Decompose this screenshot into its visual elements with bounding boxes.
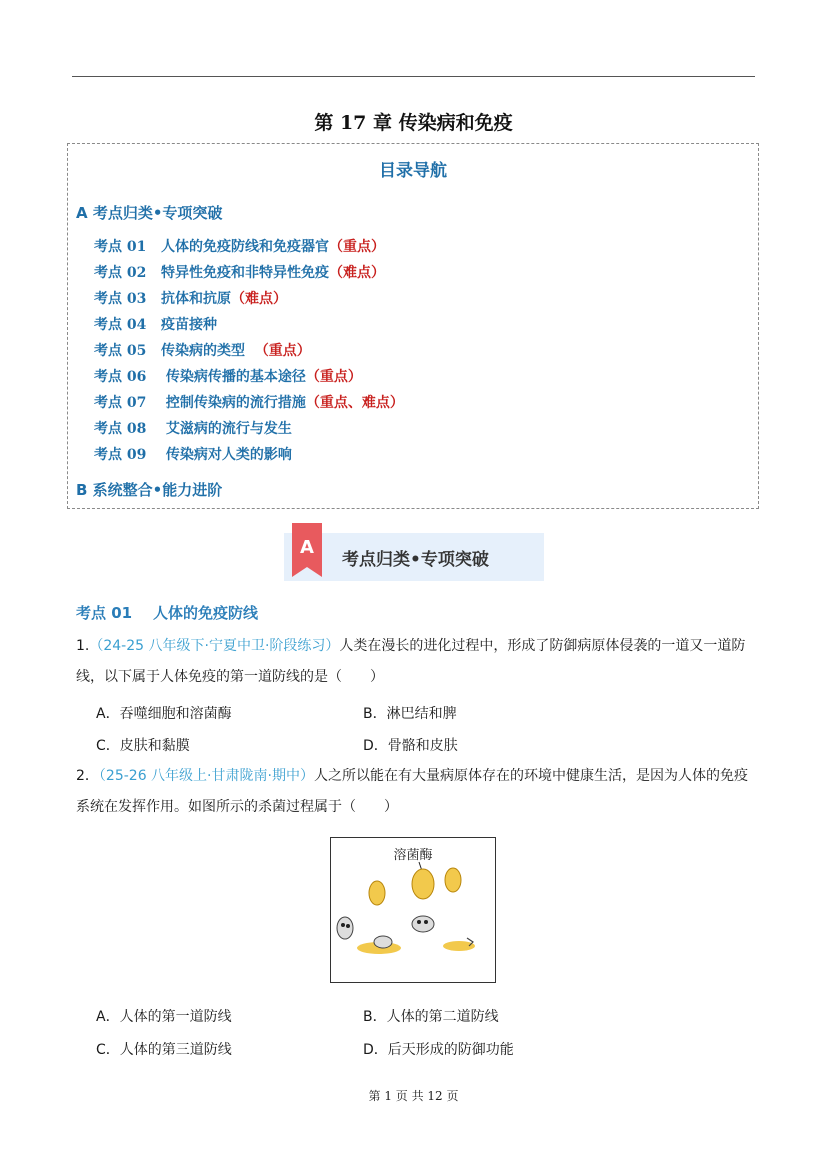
- lysozyme-figure: [330, 837, 496, 983]
- q2-option-d[interactable]: D．后天形成的防御功能: [363, 1042, 514, 1058]
- section-banner: [284, 533, 544, 581]
- toc-item-02[interactable]: 考点 02 特异性免疫和非特异性免疫（难点）: [94, 265, 385, 281]
- question-2: 2．（25-26 八年级上·甘肃陇南·期中）人之所以能在有大量病原体存在的环境中健康生活，是因为人体的免疫系统在发挥作用。如图所示的杀菌过程属于（ ）: [76, 768, 748, 815]
- question-1: 1.（24-25 八年级下·宁夏中卫·阶段练习）人类在漫长的进化过程中，形成了防御病原体侵袭的一道又一道防线，以下属于人体免疫的第一道防线的是（ ）: [76, 638, 746, 685]
- q2-option-c[interactable]: C．人体的第三道防线: [96, 1042, 232, 1058]
- ribbon-letter: A: [300, 537, 314, 558]
- toc-item-08[interactable]: 考点 08 艾滋病的流行与发生: [94, 421, 292, 437]
- toc-section-a[interactable]: A 考点归类•专项突破: [76, 204, 223, 222]
- figure-label: 溶菌酶: [393, 848, 433, 863]
- q1-option-a[interactable]: A．吞噬细胞和溶菌酶: [96, 706, 232, 722]
- q2-option-a[interactable]: A．人体的第一道防线: [96, 1009, 232, 1025]
- banner-title: 考点归类•专项突破: [342, 550, 489, 570]
- page-footer: 第 1 页 共 12 页: [368, 1089, 459, 1103]
- q1-option-d[interactable]: D．骨骼和皮肤: [363, 738, 458, 754]
- lysozyme-illustration: [331, 838, 495, 982]
- q1-option-c[interactable]: C．皮肤和黏膜: [96, 738, 190, 754]
- toc-item-05[interactable]: 考点 05 传染病的类型 （重点）: [94, 343, 311, 359]
- question-source: （25-26 八年级上·甘肃陇南·期中）: [98, 768, 314, 784]
- toc-item-03[interactable]: 考点 03 抗体和抗原（难点）: [94, 291, 287, 307]
- question-stem: 人类在漫长的进化过程中，形成了防御病原体侵袭的一道又一道防线，以下属于人体免疫的第一道防线的是（ ）: [76, 638, 746, 685]
- question-source: （24-25 八年级下·宁夏中卫·阶段练习）: [89, 638, 340, 654]
- toc-item-09[interactable]: 考点 09 传染病对人类的影响: [94, 447, 292, 463]
- toc-box: [67, 143, 759, 509]
- q1-option-b[interactable]: B．淋巴结和脾: [363, 706, 457, 722]
- toc-item-01[interactable]: 考点 01 人体的免疫防线和免疫器官（重点）: [94, 239, 385, 255]
- toc-item-04[interactable]: 考点 04 疫苗接种: [94, 317, 217, 333]
- chapter-title: 第 17 章 传染病和免疫: [314, 112, 513, 134]
- toc-heading: 目录导航: [379, 161, 447, 181]
- kp-heading: 考点 01 人体的免疫防线: [76, 604, 258, 622]
- ribbon-icon: [292, 523, 322, 577]
- toc-item-07[interactable]: 考点 07 控制传染病的流行措施（重点、难点）: [94, 395, 404, 411]
- toc-section-b[interactable]: B 系统整合•能力进阶: [76, 481, 223, 499]
- toc-item-06[interactable]: 考点 06 传染病传播的基本途径（重点）: [94, 369, 362, 385]
- question-stem: 人之所以能在有大量病原体存在的环境中健康生活，是因为人体的免疫系统在发挥作用。如图所示的杀菌过程属于（ ）: [76, 768, 748, 815]
- q2-option-b[interactable]: B．人体的第二道防线: [363, 1009, 499, 1025]
- header-rule: [72, 76, 755, 77]
